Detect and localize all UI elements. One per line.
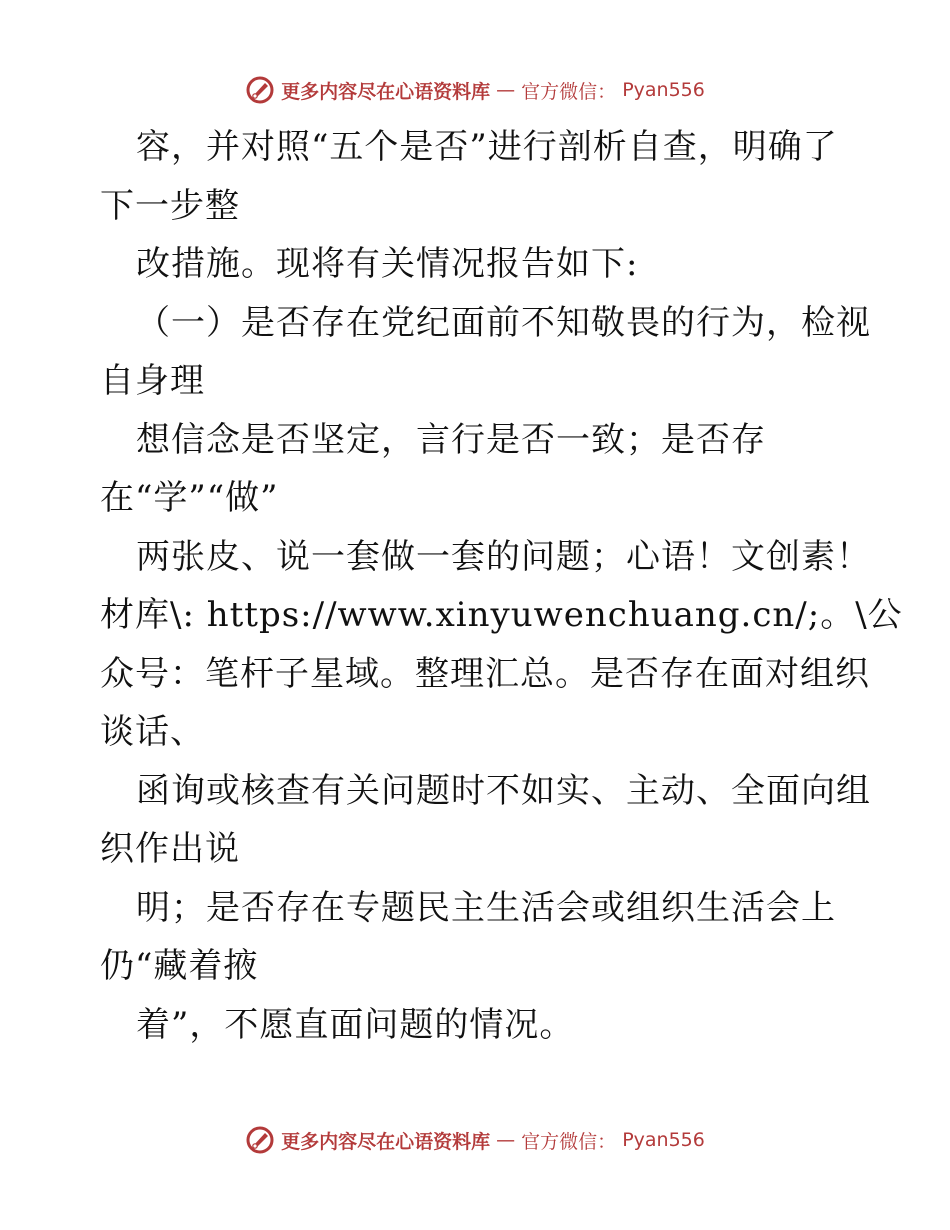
- banner-dash: —: [496, 1129, 516, 1151]
- banner-wechat-id: Pyan556: [622, 79, 705, 101]
- banner-brand-text: 更多内容尽在心语资料库: [281, 1130, 491, 1153]
- banner-official-label: 官方微信：: [521, 1130, 617, 1153]
- body-line: 函询或核查有关问题时不如实、主动、全面向组: [136, 770, 871, 811]
- body-line: 自身理: [100, 361, 205, 401]
- header-watermark-banner: [0, 70, 950, 110]
- footer-watermark-banner: [0, 1120, 950, 1160]
- body-line: 仍“藏着掖: [100, 946, 259, 986]
- body-line: 众号：笔杆子星域。整理汇总。是否存在面对组织: [100, 653, 870, 694]
- body-line: （一）是否存在党纪面前不知敬畏的行为，检视: [136, 302, 871, 343]
- body-line: 容，并对照“五个是否”进行剖析自查，明确了: [136, 127, 838, 167]
- body-line: 织作出说: [100, 829, 240, 869]
- body-line: 下一步整: [100, 185, 240, 226]
- body-line: 改措施。现将有关情况报告如下:: [136, 244, 639, 284]
- body-line: 明；是否存在专题民主生活会或组织生活会上: [136, 887, 836, 928]
- body-line: 谈话、: [100, 712, 205, 752]
- banner-wechat-id: Pyan556: [622, 1129, 705, 1151]
- brush-circle-logo-icon: [245, 1125, 275, 1155]
- document-body: [100, 118, 903, 1054]
- body-line: 着”，不愿直面问题的情况。: [136, 1004, 575, 1045]
- body-line: 两张皮、说一套做一套的问题；心语！文创素！: [136, 536, 871, 577]
- brush-circle-logo-icon: [245, 75, 275, 105]
- body-line: 在“学”“做”: [100, 478, 279, 518]
- banner-official-label: 官方微信：: [521, 80, 617, 103]
- banner-brand-text: 更多内容尽在心语资料库: [281, 80, 491, 103]
- banner-dash: —: [496, 79, 516, 101]
- body-line: 想信念是否坚定，言行是否一致；是否存: [136, 419, 766, 460]
- body-line: 材库\: https://www.xinyuwenchuang.cn/;。\公: [100, 595, 903, 635]
